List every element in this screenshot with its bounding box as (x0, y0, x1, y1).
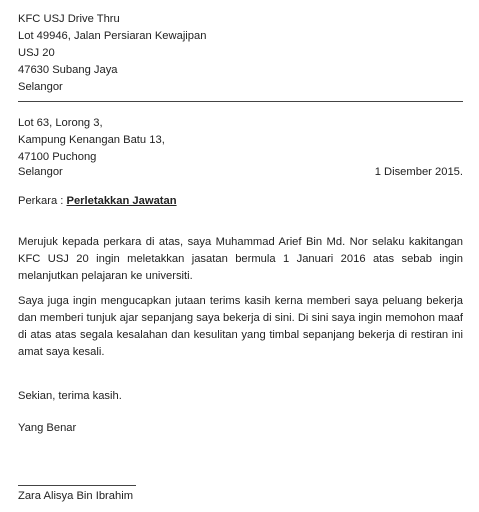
paragraph-1-line-3: melanjutkan pelajaran ke universiti. (18, 270, 193, 282)
signatory-name: Zara Alisya Bin Ibrahim (18, 490, 134, 502)
body-paragraph-1 (18, 234, 463, 285)
header-divider (18, 101, 463, 102)
recipient-address-line1: Lot 63, Lorong 3, (18, 117, 103, 129)
subject-line (18, 193, 177, 210)
recipient-address-line3: 47100 Puchong (18, 151, 97, 163)
sender-address-line1: Lot 49946, Jalan Persiaran Kewajipan (18, 30, 207, 42)
subject-label: Perkara : (18, 195, 67, 207)
paragraph-2-line-4: amat saya kesali. (18, 346, 105, 358)
paragraph-1-line-2: KFC USJ 20 ingin meletakkan jasatan bermula 1 Januari 2016 atas sebab ingin (18, 253, 463, 265)
subject-value: Perletakkan Jawatan (66, 195, 177, 207)
sender-name: KFC USJ Drive Thru (18, 13, 120, 25)
closing-sign-off: Yang Benar (18, 422, 77, 434)
recipient-address-line2: Kampung Kenangan Batu 13, (18, 134, 165, 146)
sender-state: Selangor (18, 81, 63, 93)
closing-thanks: Sekian, terima kasih. (18, 390, 122, 402)
sender-address-line2: USJ 20 (18, 47, 55, 59)
recipient-state: Selangor (18, 166, 63, 178)
letter-date: 1 Disember 2015. (374, 166, 463, 178)
letter-page (18, 0, 463, 512)
sender-address-line3: 47630 Subang Jaya (18, 64, 118, 76)
paragraph-2-line-3: di atas atas segala kesalahan dan kesulitan yang timbal sepanjang bekerja di restiran ini (18, 329, 463, 341)
body-paragraph-2 (18, 293, 463, 361)
signature-line (18, 485, 136, 486)
paragraph-2-line-2: dan memberi tunjuk ajar sepanjang saya bekerja di sini. Di sini saya ingin memohon maaf (18, 312, 463, 324)
paragraph-1-line-1: Merujuk kepada perkara di atas, saya Muhammad Arief Bin Md. Nor selaku kakitangan (18, 236, 463, 248)
paragraph-2-line-1: Saya juga ingin mengucapkan jutaan terims kasih kerna memberi saya peluang bekerja (18, 295, 463, 307)
